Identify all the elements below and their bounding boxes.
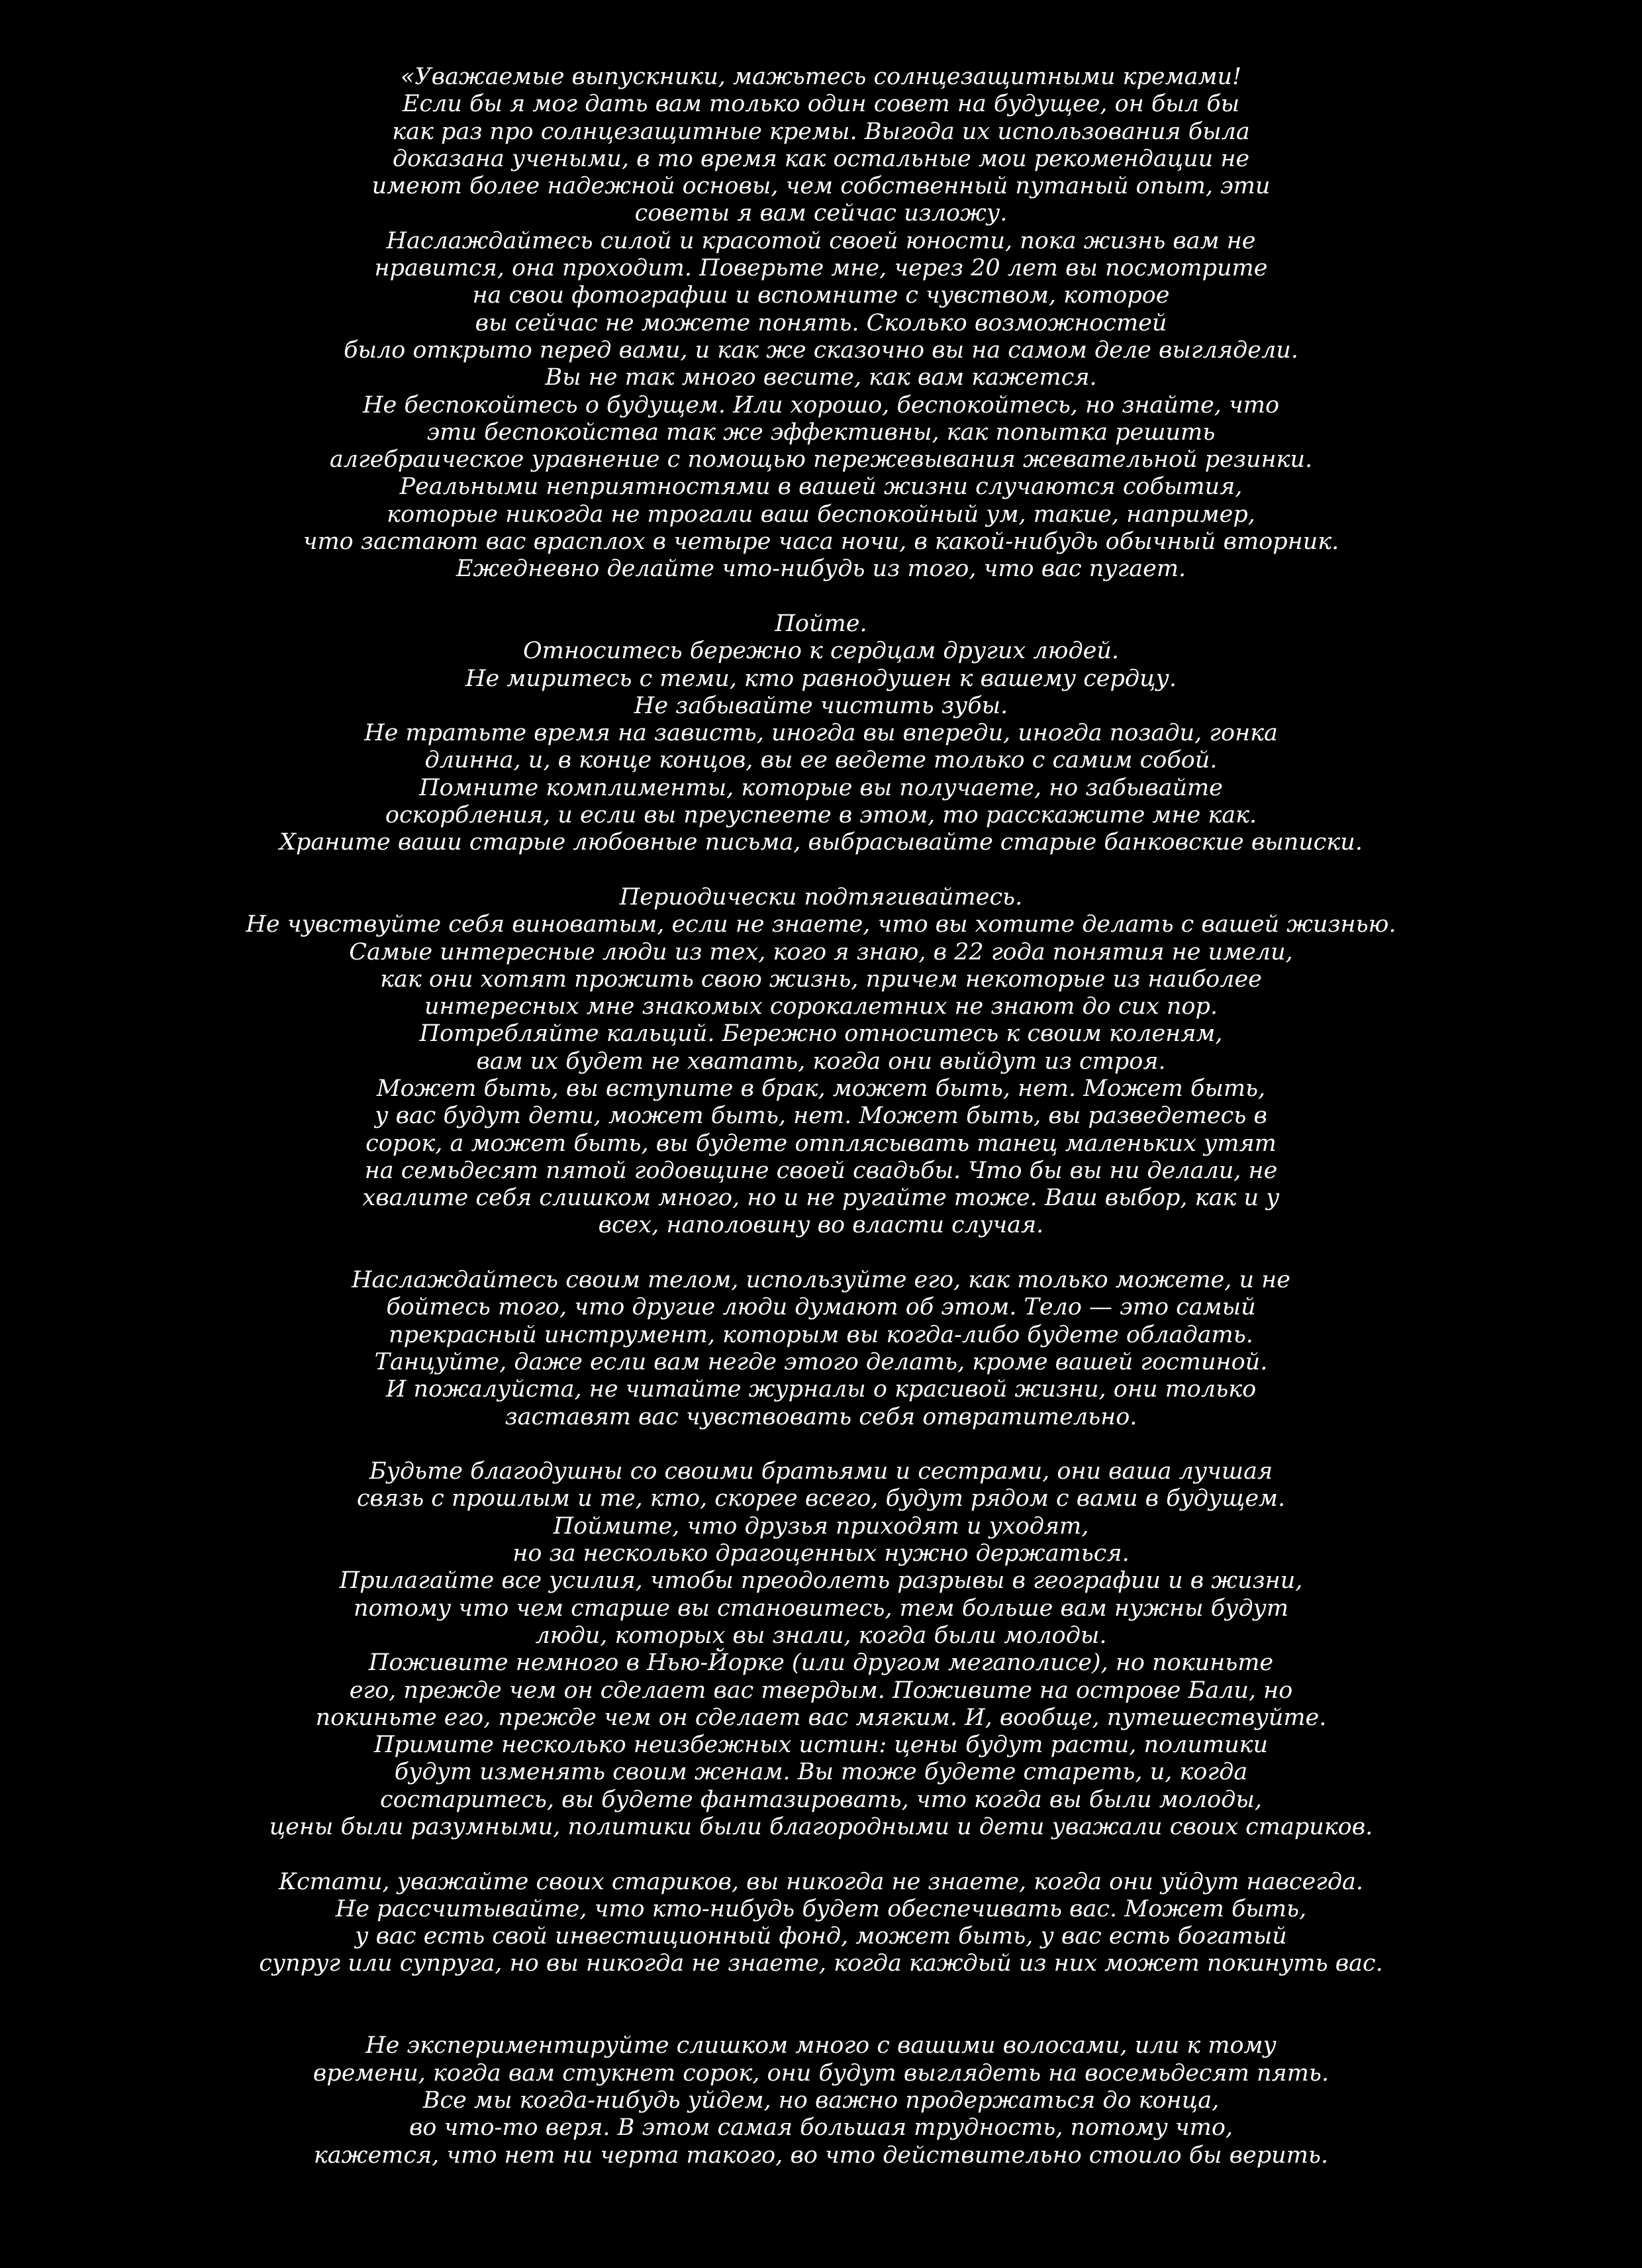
paragraph [93, 1869, 1549, 1978]
text-line: интересных мне знакомых сорокалетних не знают до сих пор. [424, 993, 1218, 1020]
text-line: вам их будет не хватать, когда они выйдут из строя. [476, 1048, 1166, 1075]
paragraph-gap [93, 857, 1549, 884]
paragraph [93, 64, 1549, 583]
text-line: Относитесь бережно к сердцам других людей. [522, 638, 1120, 665]
paragraph-gap [93, 583, 1549, 611]
text-line: времени, когда вам стукнет сорок, они будут выглядеть на восемьдесят пять. [313, 2059, 1329, 2087]
text-line: Не экспериментируйте слишком много с вашими волосами, или к тому [365, 2032, 1277, 2059]
text-line: Все мы когда-нибудь уйдем, но важно продержаться до конца, [422, 2087, 1220, 2114]
paragraph-gap [93, 1841, 1549, 1868]
text-line: хвалите себя слишком много, но и не ругайте тоже. Ваш выбор, как и у [362, 1185, 1280, 1212]
text-line: всех, наполовину во власти случая. [598, 1212, 1044, 1239]
paragraph-gap [93, 1431, 1549, 1458]
text-line: длинна, и, в конце концов, вы ее ведете только с самим собой. [424, 747, 1218, 774]
text-line: покиньте его, прежде чем он сделает вас мягким. И, вообще, путешествуйте. [315, 1704, 1327, 1731]
text-line: люди, которых вы знали, когда были молоды. [535, 1622, 1107, 1649]
text-line: состаритесь, вы будете фантазировать, что когда вы были молоды, [380, 1786, 1262, 1813]
text-line: прекрасный инструмент, которым вы когда-либо будете обладать. [389, 1321, 1253, 1348]
text-line: Может быть, вы вступите в брак, может быть, нет. Может быть, [376, 1075, 1266, 1102]
text-line: на свои фотографии и вспомните с чувством, которое [472, 282, 1170, 309]
paragraph-gap [93, 1240, 1549, 1267]
text-line: сорок, а может быть, вы будете отплясывать танец маленьких утят [365, 1130, 1277, 1157]
paragraph [93, 1267, 1549, 1431]
paragraph-gap [93, 2005, 1549, 2032]
text-line: Ежедневно делайте что-нибудь из того, что вас пугает. [456, 556, 1186, 583]
text-line: Реальными неприятностями в вашей жизни случаются события, [399, 473, 1243, 501]
text-line: «Уважаемые выпускники, мажьтесь солнцезащитными кремами! [400, 64, 1242, 90]
paragraph [93, 1458, 1549, 1841]
text-line: Периодически подтягивайтесь. [619, 883, 1023, 911]
text-line: Кстати, уважайте своих стариков, вы никогда не знаете, когда они уйдут навсегда. [278, 1868, 1364, 1895]
text-line: вы сейчас не можете понять. Сколько возможностей [475, 309, 1167, 336]
text-line: во что-то веря. В этом самая большая трудность, потому что, [409, 2114, 1233, 2142]
text-line: Поживите немного в Нью-Йорке (или другом мегаполисе), но покиньте [368, 1650, 1274, 1677]
text-line: оскорбления, и если вы преуспеете в этом, то расскажите мне как. [385, 802, 1257, 829]
text-line: И пожалуйста, не читайте журналы о красивой жизни, они только [385, 1376, 1257, 1403]
text-line: будут изменять своим женам. Вы тоже будете стареть, и, когда [394, 1759, 1248, 1786]
text-line: что застают вас врасплох в четыре часа ночи, в какой-нибудь обычный вторник. [303, 528, 1339, 556]
text-line: цены были разумными, политики были благородными и дети уважали своих стариков. [269, 1814, 1373, 1840]
paragraph [93, 611, 1549, 857]
text-line: доказана учеными, в то время как остальные мои рекомендации не [392, 145, 1250, 172]
text-line: заставят вас чувствовать себя отвратительно. [505, 1403, 1137, 1430]
text-line: было открыто перед вами, и как же сказочно вы на самом деле выглядели. [344, 336, 1298, 364]
speech-text [93, 64, 1549, 2169]
text-line: Пойте. [775, 610, 867, 637]
text-line: Поймите, что друзья приходят и уходят, [553, 1512, 1089, 1540]
text-line: Не тратьте время на зависть, иногда вы впереди, иногда позади, гонка [364, 720, 1278, 747]
text-line: у вас есть свой инвестиционный фонд, может быть, у вас есть богатый [355, 1923, 1287, 1950]
text-line: Не забывайте чистить зубы. [634, 692, 1008, 719]
paragraph [93, 884, 1549, 1240]
paragraph [93, 2032, 1549, 2169]
text-line: алгебраическое уравнение с помощью пережевывания жевательной резинки. [329, 446, 1313, 473]
text-line: на семьдесят пятой годовщине своей свадьбы. Что бы вы ни делали, не [364, 1157, 1278, 1184]
text-line: Наслаждайтесь своим телом, используйте его, как только можете, и не [352, 1267, 1290, 1294]
text-line: советы я вам сейчас изложу. [634, 200, 1008, 227]
text-line: Помните комплименты, которые вы получаете, но забывайте [419, 774, 1223, 801]
text-line: эти беспокойства так же эффективны, как попытка решить [426, 419, 1216, 446]
text-line: как раз про солнцезащитные кремы. Выгода их использования была [392, 118, 1250, 145]
text-line: супруг или супруга, но вы никогда не знаете, когда каждый из них может покинуть вас. [259, 1950, 1383, 1977]
text-line: нравится, она проходит. Поверьте мне, через 20 лет вы посмотрите [374, 255, 1268, 282]
text-line: потому что чем старше вы становитесь, тем больше вам нужны будут [353, 1595, 1289, 1622]
text-line: Не рассчитывайте, что кто-нибудь будет обеспечивать вас. Может быть, [335, 1895, 1307, 1922]
text-line: Танцуйте, даже если вам негде этого делать, кроме вашей гостиной. [374, 1348, 1268, 1375]
text-line: Будьте благодушны со своими братьями и сестрами, они ваша лучшая [369, 1458, 1273, 1485]
text-line: связь с прошлым и те, кто, скорее всего, будут рядом с вами в будущем. [356, 1485, 1286, 1512]
text-line: как они хотят прожить свою жизнь, причем некоторые из наиболее [380, 965, 1262, 993]
text-line: имеют более надежной основы, чем собственный путаный опыт, эти [371, 173, 1271, 200]
text-line: Если бы я мог дать вам только один совет на будущее, он был бы [402, 91, 1240, 118]
text-line: которые никогда не трогали ваш беспокойный ум, такие, например, [387, 501, 1255, 528]
text-line: но за несколько драгоценных нужно держаться. [512, 1540, 1130, 1567]
text-line: Не беспокойтесь о будущем. Или хорошо, беспокойтесь, но знайте, что [362, 391, 1280, 419]
text-line: Самые интересные люди из тех, кого я знаю, в 22 года понятия не имели, [349, 938, 1293, 965]
text-line: Примите несколько неизбежных истин: цены будут расти, политики [373, 1732, 1269, 1759]
text-line: Прилагайте все усилия, чтобы преодолеть разрывы в географии и в жизни, [339, 1567, 1303, 1595]
text-line: кажется, что нет ни черта такого, во что действительно стоило бы верить. [313, 2142, 1329, 2169]
text-line: его, прежде чем он сделает вас твердым. Поживите на острове Бали, но [349, 1677, 1293, 1704]
text-line: у вас будут дети, может быть, нет. Может быть, вы разведетесь в [375, 1103, 1267, 1130]
text-line: Потребляйте кальций. Бережно относитесь к своим коленям, [419, 1020, 1223, 1048]
paragraph-gap [93, 1978, 1549, 2005]
text-line: бойтесь того, что другие люди думают об этом. Тело — это самый [386, 1294, 1256, 1321]
text-line: Наслаждайтесь силой и красотой своей юности, пока жизнь вам не [386, 227, 1256, 254]
text-line: Не чувствуйте себя виноватым, если не знаете, что вы хотите делать с вашей жизнью. [246, 911, 1396, 938]
text-line: Вы не так много весите, как вам кажется. [545, 364, 1097, 391]
text-line: Храните ваши старые любовные письма, выбрасывайте старые банковские выписки. [279, 829, 1363, 856]
text-line: Не миритесь с теми, кто равнодушен к вашему сердцу. [465, 665, 1177, 692]
